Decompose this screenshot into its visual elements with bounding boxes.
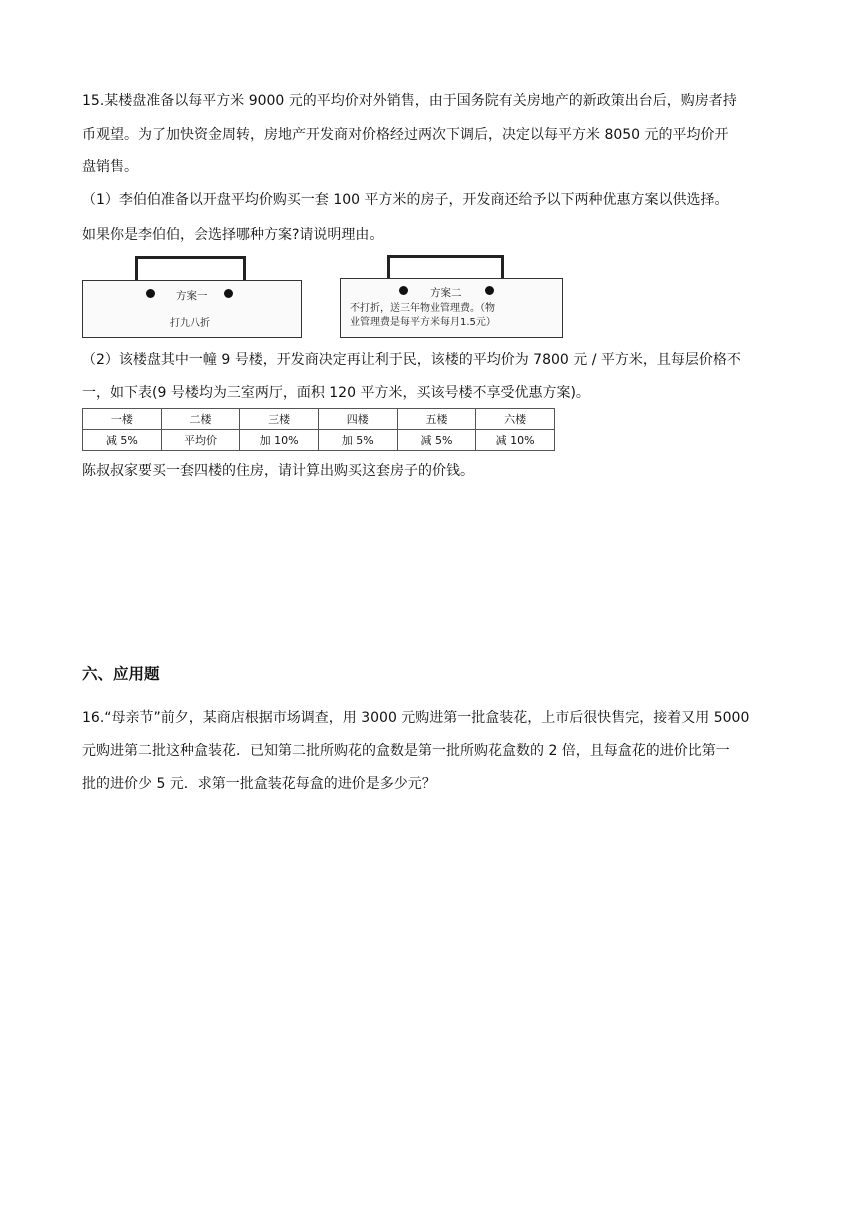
floor-header-row [83,409,555,430]
plan-two-desc-line-1: 不打折，送三年物业管理费。（物 [350,303,495,314]
q15-line-2: 币观望。为了加快资金周转，房地产开发商对价格经过两次下调后，决定以每平方米 8050 元的平均价开 [82,127,729,143]
floor-price-table [82,408,555,451]
plan-two-peg-left [399,286,408,295]
q15-part2-line-1: （2）该楼盘其中一幢 9 号楼，开发商决定再让利于民，该楼的平均价为 7800 元 / 平方米，且每层价格不 [82,352,741,368]
plan-one-title: 方案一 [176,290,208,302]
floor-header-cell: 一楼 [83,409,162,430]
q15-line-1: 15.某楼盘准备以每平方米 9000 元的平均价对外销售，由于国务院有关房地产的新政策出台后，购房者持 [82,93,737,109]
floor-value-cell: 加 5% [318,430,397,451]
floor-header-cell: 六楼 [476,409,555,430]
floor-value-cell: 平均价 [161,430,240,451]
floor-header-cell: 四楼 [318,409,397,430]
floor-value-row [83,430,555,451]
floor-value-cell: 减 5% [83,430,162,451]
floor-value-cell: 加 10% [240,430,319,451]
q16-line-3: 批的进价少 5 元．求第一批盒装花每盒的进价是多少元？ [82,776,436,792]
section-heading: 六、应用题 [82,665,160,683]
q15-line-3: 盘销售。 [82,159,138,175]
q15-part2-line-2: 一，如下表(9 号楼均为三室两厅，面积 120 平方米，买该号楼不享受优惠方案)。 [82,385,590,401]
q15-part1-line-2: 如果你是李伯伯，会选择哪种方案?请说明理由。 [82,227,384,243]
plan-one-peg-right [224,289,233,298]
plan-two-desc-line-2: 业管理费是每平方米每月1.5元） [350,317,496,328]
q16-line-1: 16.“母亲节”前夕，某商店根据市场调查，用 3000 元购进第一批盒装花，上市后很快售完，接着又用 5000 [82,710,750,726]
plan-one-desc: 打九八折 [170,318,210,329]
q15-part2-question: 陈叔叔家要买一套四楼的住房，请计算出购买这套房子的价钱。 [82,463,474,479]
floor-value-cell: 减 5% [397,430,476,451]
floor-value-cell: 减 10% [476,430,555,451]
floor-header-cell: 二楼 [161,409,240,430]
plan-two-title: 方案二 [430,287,462,299]
q15-part1-line-1: （1）李伯伯准备以开盘平均价购买一套 100 平方米的房子，开发商还给予以下两种优惠方案以供选择。 [82,192,729,208]
floor-header-cell: 三楼 [240,409,319,430]
plan-one-peg-left [146,289,155,298]
q16-line-2: 元购进第二批这种盒装花．已知第二批所购花的盒数是第一批所购花盒数的 2 倍，且每盒花的进价比第一 [82,743,730,759]
plan-two-peg-right [485,286,494,295]
floor-header-cell: 五楼 [397,409,476,430]
